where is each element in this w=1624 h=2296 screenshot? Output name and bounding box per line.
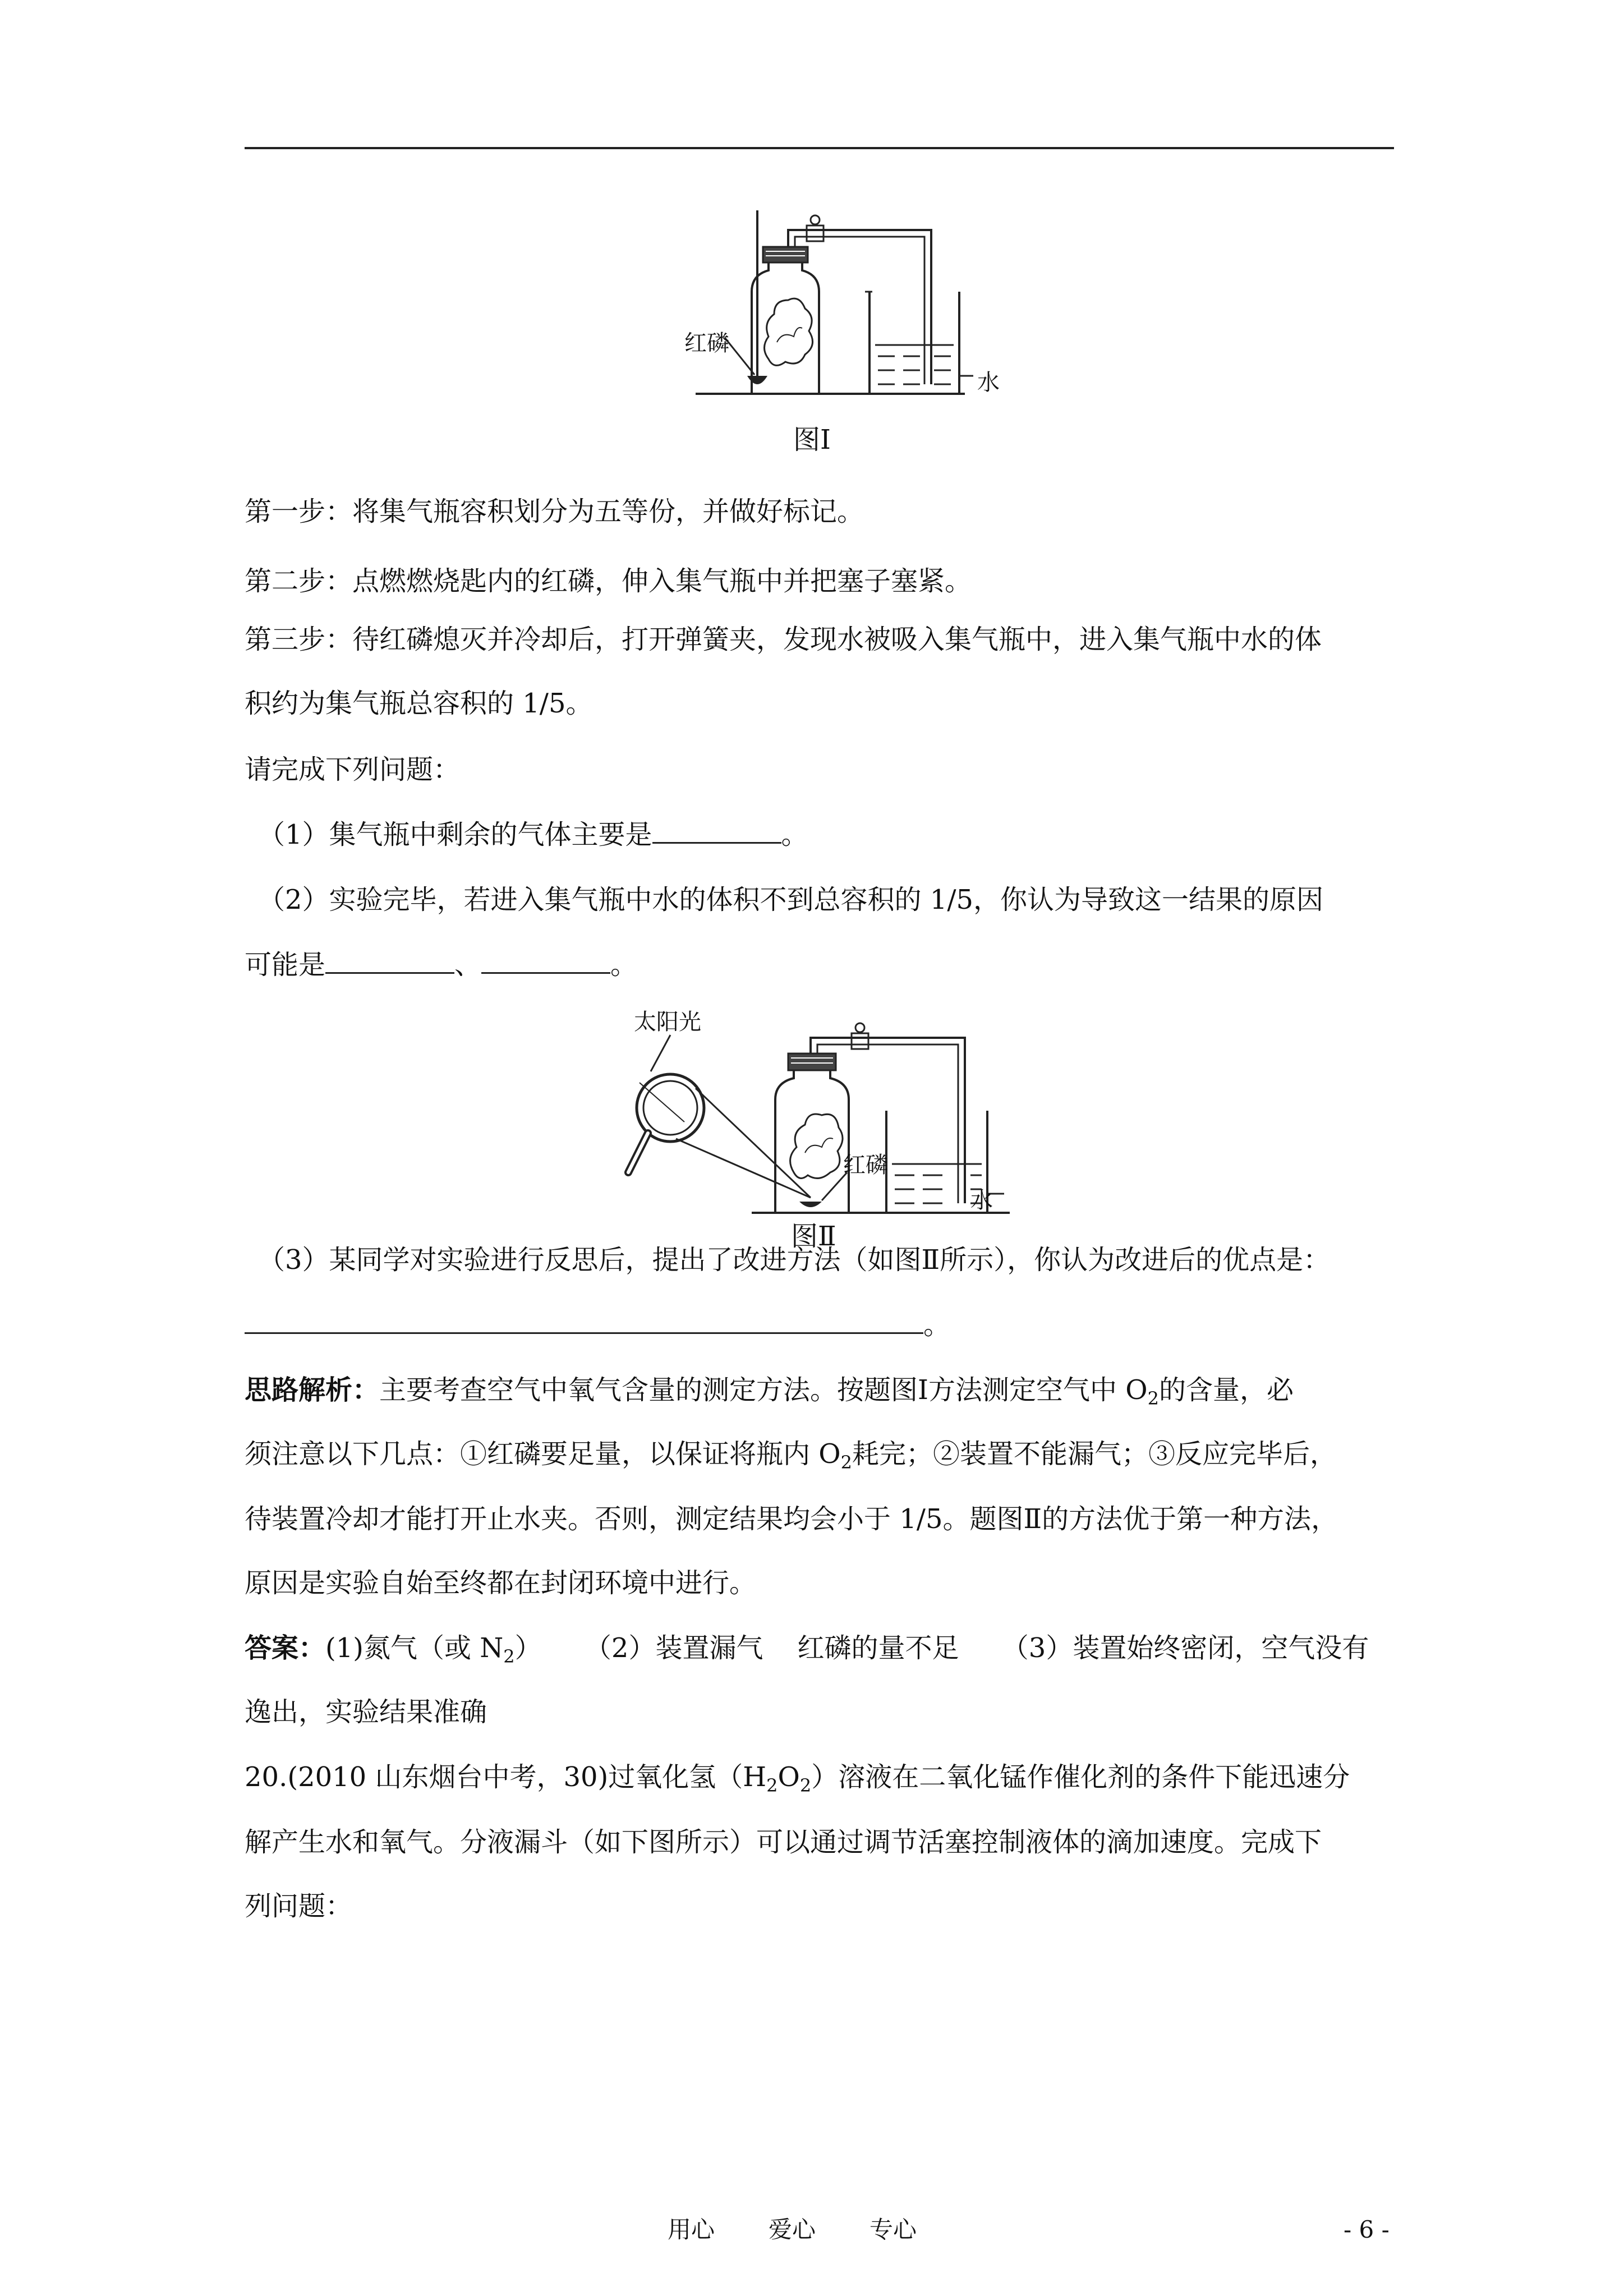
footer-motto-2: 爱心 bbox=[769, 2216, 816, 2243]
question-2-start: 可能是 bbox=[245, 949, 326, 981]
analysis-sub-2: 2 bbox=[840, 1452, 852, 1473]
question-2: （2）实验完毕，若进入集气瓶中水的体积不到总容积的 1/5，你认为导致这一结果的原因 bbox=[258, 884, 1324, 915]
analysis-line-1 bbox=[245, 1372, 1294, 1416]
figure-1-label-phosphorus: 红磷 bbox=[684, 330, 729, 356]
answer-label: 答案： bbox=[245, 1632, 326, 1664]
analysis-sub-1: 2 bbox=[1147, 1388, 1159, 1409]
analysis-line-4: 原因是实验自始至终都在封闭环境中进行。 bbox=[245, 1567, 757, 1599]
figure-2-label-phosphorus: 红磷 bbox=[843, 1152, 888, 1178]
question-20-sub-2: 2 bbox=[799, 1775, 812, 1796]
question-20-sub-1: 2 bbox=[766, 1775, 778, 1796]
question-20-line-1 bbox=[245, 1759, 1350, 1803]
step-1: 第一步：将集气瓶容积划分为五等份，并做好标记。 bbox=[245, 496, 864, 527]
figure-1-caption: 图Ⅰ bbox=[793, 424, 831, 455]
figure-2-caption: 图Ⅱ bbox=[791, 1221, 836, 1252]
answer-line-1 bbox=[245, 1630, 1369, 1674]
figure-2-apparatus bbox=[617, 1004, 1021, 1217]
question-20-line-2: 解产生水和氧气。分液漏斗（如下图所示）可以通过调节活塞控制液体的滴加速度。完成下 bbox=[245, 1826, 1322, 1858]
question-20-text-1a: 20.(2010 山东烟台中考，30)过氧化氢（H bbox=[245, 1761, 767, 1793]
question-1-text: （1）集气瓶中剩余的气体主要是 bbox=[258, 819, 652, 850]
step-3: 第三步：待红磷熄灭并冷却后，打开弹簧夹，发现水被吸入集气瓶中，进入集气瓶中水的体 bbox=[245, 624, 1322, 655]
analysis-text-2a: 须注意以下几点：①红磷要足量，以保证将瓶内 O bbox=[245, 1438, 841, 1470]
question-20-line-3: 列问题： bbox=[245, 1890, 353, 1922]
footer-motto-3: 专心 bbox=[869, 2216, 917, 2243]
question-3-blank[interactable] bbox=[245, 1308, 923, 1334]
analysis-text-1b: 的含量，必 bbox=[1158, 1374, 1294, 1406]
question-3-answer-line bbox=[245, 1307, 950, 1343]
step-3-continued: 积约为集气瓶总容积的 1/5。 bbox=[245, 688, 593, 719]
question-2-blank-1[interactable] bbox=[325, 947, 454, 974]
figure-1 bbox=[684, 208, 1000, 398]
analysis-line-2 bbox=[245, 1436, 1337, 1480]
figure-1-label-water: 水 bbox=[977, 370, 1000, 395]
question-2-blank-2[interactable] bbox=[481, 947, 610, 974]
question-1 bbox=[258, 817, 808, 853]
analysis-label: 思路解析： bbox=[245, 1374, 380, 1406]
question-2-end: 。 bbox=[610, 949, 638, 981]
answer-text-1a: (1)氮气（或 N bbox=[325, 1632, 504, 1664]
header-rule bbox=[245, 147, 1394, 149]
question-20-text-1b: ）溶液在二氧化锰作催化剂的条件下能迅速分 bbox=[811, 1761, 1350, 1793]
question-1-end: 。 bbox=[781, 819, 808, 850]
page-number: - 6 - bbox=[1344, 2216, 1390, 2243]
question-2-continued bbox=[245, 947, 637, 983]
question-2-separator: 、 bbox=[454, 949, 482, 981]
answer-text-1b: ） （2）装置漏气 红磷的量不足 （3）装置始终密闭，空气没有 bbox=[514, 1632, 1369, 1664]
question-20-text-1mid: O bbox=[778, 1761, 800, 1793]
question-1-blank[interactable] bbox=[652, 817, 781, 844]
step-2: 第二步：点燃燃烧匙内的红磷，伸入集气瓶中并把塞子塞紧。 bbox=[245, 565, 972, 597]
question-3-end: 。 bbox=[923, 1309, 951, 1341]
figure-2 bbox=[617, 1004, 1021, 1217]
figure-2-label-water: 水 bbox=[970, 1188, 993, 1213]
figure-2-label-sunlight: 太阳光 bbox=[634, 1009, 701, 1035]
analysis-line-3: 待装置冷却才能打开止水夹。否则，测定结果均会小于 1/5。题图Ⅱ的方法优于第一种方法， bbox=[245, 1503, 1338, 1535]
prompt: 请完成下列问题： bbox=[245, 754, 461, 785]
answer-sub-1: 2 bbox=[503, 1646, 515, 1667]
footer-motto-1: 用心 bbox=[668, 2216, 715, 2243]
question-3: （3）某同学对实验进行反思后，提出了改进方法（如图Ⅱ所示），你认为改进后的优点是： bbox=[258, 1244, 1331, 1276]
answer-line-2: 逸出，实验结果准确 bbox=[245, 1696, 487, 1728]
analysis-text-2b: 耗完；②装置不能漏气；③反应完毕后， bbox=[852, 1438, 1337, 1470]
figure-1-apparatus bbox=[684, 208, 976, 398]
analysis-text-1a: 主要考查空气中氧气含量的测定方法。按题图Ⅰ方法测定空气中 O bbox=[379, 1374, 1148, 1406]
